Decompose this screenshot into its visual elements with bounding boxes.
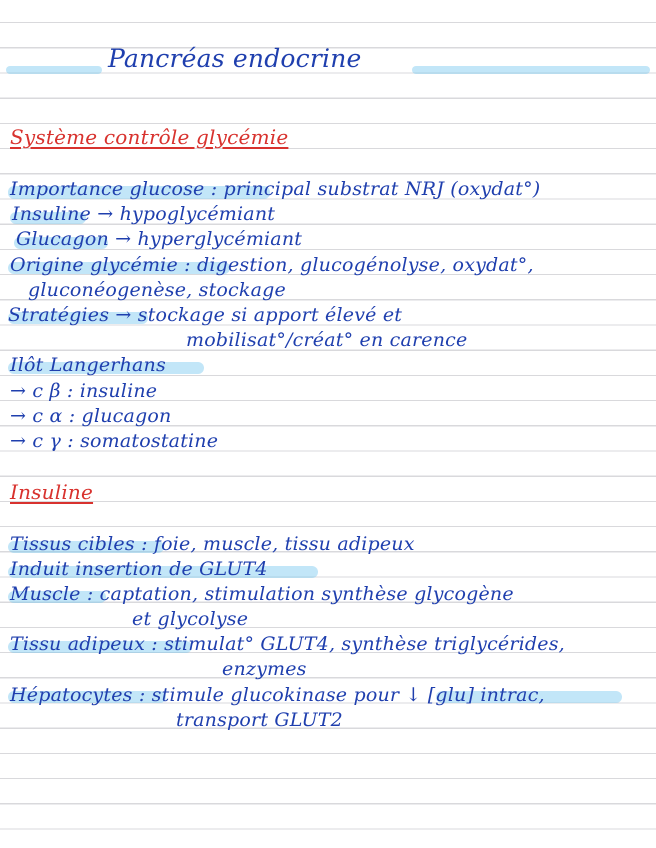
- note-line: → c β : insuline: [10, 380, 158, 402]
- note-line: Importance glucose : principal substrat NRJ (oxydat°): [10, 178, 541, 200]
- note-line: → c γ : somatostatine: [10, 430, 219, 452]
- note-line: Hépatocytes : stimule glucokinase pour ↓ [glu] intrac,: [10, 684, 545, 706]
- title-highlight-left: [6, 66, 102, 74]
- note-line: et glycolyse: [132, 608, 249, 630]
- note-line: Muscle : captation, stimulation synthèse glycogène: [10, 583, 514, 605]
- section-heading-insuline: Insuline: [10, 480, 94, 504]
- note-line: Origine glycémie : digestion, glucogénolyse, oxydat°,: [10, 254, 534, 276]
- note-line: transport GLUT2: [176, 709, 343, 731]
- note-line: enzymes: [222, 658, 307, 680]
- note-line: Tissus cibles : foie, muscle, tissu adipeux: [10, 533, 415, 555]
- note-line: Insuline → hypoglycémiant: [12, 203, 276, 225]
- note-line: Tissu adipeux : stimulat° GLUT4, synthèse triglycérides,: [10, 633, 565, 655]
- page-title: Pancréas endocrine: [108, 44, 362, 73]
- title-highlight-right: [412, 66, 650, 74]
- note-line: Ilôt Langerhans: [10, 354, 166, 376]
- section-heading-systeme: Système contrôle glycémie: [10, 125, 289, 149]
- note-line: Stratégies → stockage si apport élevé et: [8, 304, 403, 326]
- note-line: Glucagon → hyperglycémiant: [16, 228, 303, 250]
- note-line: gluconéogenèse, stockage: [28, 279, 286, 301]
- note-line: Induit insertion de GLUT4: [10, 558, 268, 580]
- note-line: mobilisat°/créat° en carence: [186, 329, 468, 351]
- note-line: → c α : glucagon: [10, 405, 172, 427]
